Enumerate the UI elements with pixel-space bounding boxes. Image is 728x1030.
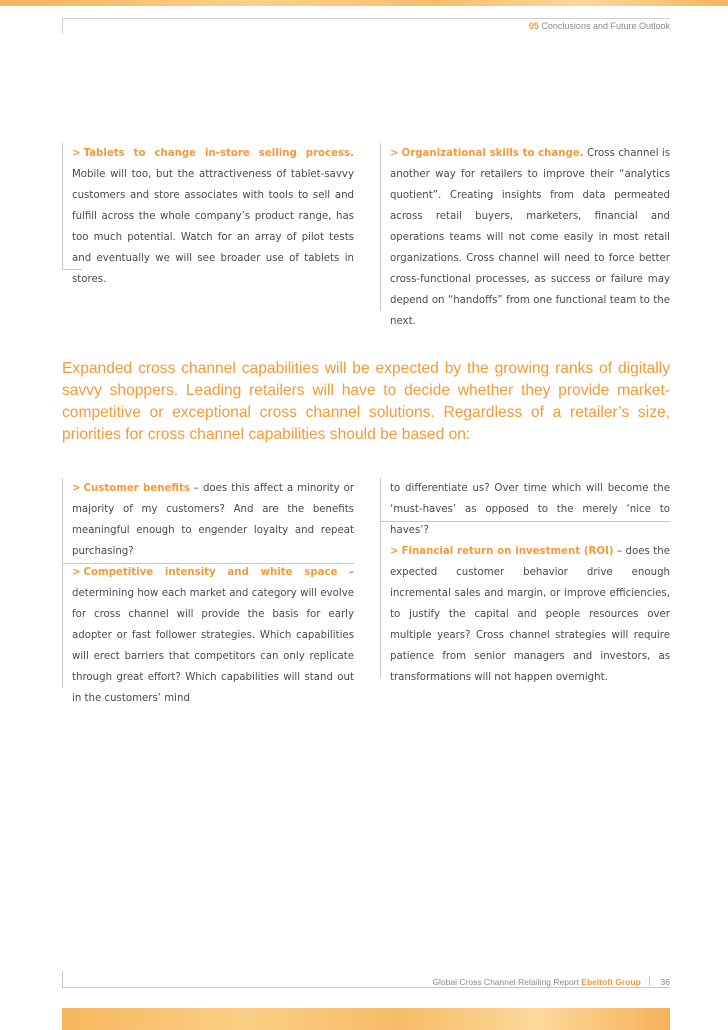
- footer-rule: [62, 987, 670, 988]
- block2-left-divider: [62, 563, 354, 564]
- paragraph-keyword: Financial return on investment (ROI): [401, 546, 614, 557]
- bottom-decorative-bar: [62, 1008, 670, 1030]
- block2-right-divider: [380, 521, 670, 522]
- lead-paragraph: Expanded cross channel capabilities will be expected by the growing ranks of digitally savvy shoppers. Leading retailers will have to decide whether they provide market-competitive or exceptional cross channel solutions. Regardless of a retailer’s size, priorities for cross channel capabilities should be based on:: [62, 360, 670, 443]
- paragraph-keyword: Organizational skills to change.: [401, 148, 584, 159]
- bullet-arrow: >: [72, 567, 81, 578]
- bullet-arrow: >: [390, 148, 399, 159]
- customer-benefits-paragraph: [72, 478, 354, 562]
- block1-left-column: [62, 143, 354, 285]
- block1-right-column: [380, 143, 670, 327]
- block1-left-corner: [62, 269, 82, 270]
- bullet-arrow: >: [72, 148, 81, 159]
- paragraph-keyword: Tablets to change in-store selling process.: [83, 148, 354, 159]
- paragraph-text: Mobile will too, but the attractiveness of tablet-savvy customers and store associates with tools to sell and fulfill across the whole company’s product range, has too much potential. Watch for an array of pilot tests and eventually we will see broader use of tablets in stores.: [72, 169, 354, 285]
- paragraph-text: – does this affect a minority or majority of my customers? And are the benefits meaningful enough to engender loyalty and repeat purchasing?: [72, 483, 355, 557]
- paragraph-keyword: Customer benefits: [83, 483, 190, 494]
- paragraph-text: to differentiate us? Over time which will become the ‘must-haves’ as opposed to the merely ‘nice to haves’?: [390, 483, 670, 536]
- section-header: [529, 21, 670, 31]
- page-footer: [432, 976, 670, 987]
- paragraph-text: – does the expected customer behavior drive enough incremental sales and margin, or improve efficiencies, to justify the capital and people resources over multiple years? Cross channel strategies will require patience from senior managers and investors, as transformations will not happen overnight.: [390, 546, 670, 683]
- block2-right-column: [380, 478, 670, 683]
- block2-left-column: [62, 478, 355, 704]
- tablets-paragraph: [72, 143, 354, 290]
- footer-tick: [62, 971, 63, 987]
- header-tick: [62, 18, 63, 34]
- competitive-intensity-paragraph: [72, 562, 354, 709]
- brand-name: Ebeltoft Group: [581, 977, 641, 987]
- top-decorative-bar: [0, 0, 728, 6]
- header-rule: [62, 18, 670, 19]
- bullet-arrow: >: [72, 483, 81, 494]
- page-number: 36: [660, 977, 670, 987]
- organizational-paragraph: [390, 143, 670, 332]
- financial-return-paragraph: [390, 541, 670, 688]
- paragraph-keyword: Competitive intensity and white space: [83, 567, 338, 578]
- differentiate-paragraph: [390, 478, 670, 541]
- footer-separator: [649, 976, 650, 986]
- report-title: Global Cross Channel Retailing Report: [432, 977, 579, 987]
- paragraph-text: – determining how each market and category will evolve for cross channel will provide the basis for early adopter or fast follower strategies. Which capabilities will erect barriers that competitors can only replicate through great effort? Which capabilities will stand out in the customers’ mind: [72, 567, 354, 704]
- section-number: 05: [528, 21, 539, 31]
- section-title: Conclusions and Future Outlook: [541, 21, 670, 31]
- bullet-arrow: >: [390, 546, 399, 557]
- paragraph-text: Cross channel is another way for retailers to improve their “analytics quotient”. Creating insights from data permeated across retail buyers, marketers, financial and operations teams will not come easily in most retail organizations. Cross channel will need to force better cross-functional processes, as success or failure may depend on “handoffs” from one functional team to the next.: [390, 148, 670, 327]
